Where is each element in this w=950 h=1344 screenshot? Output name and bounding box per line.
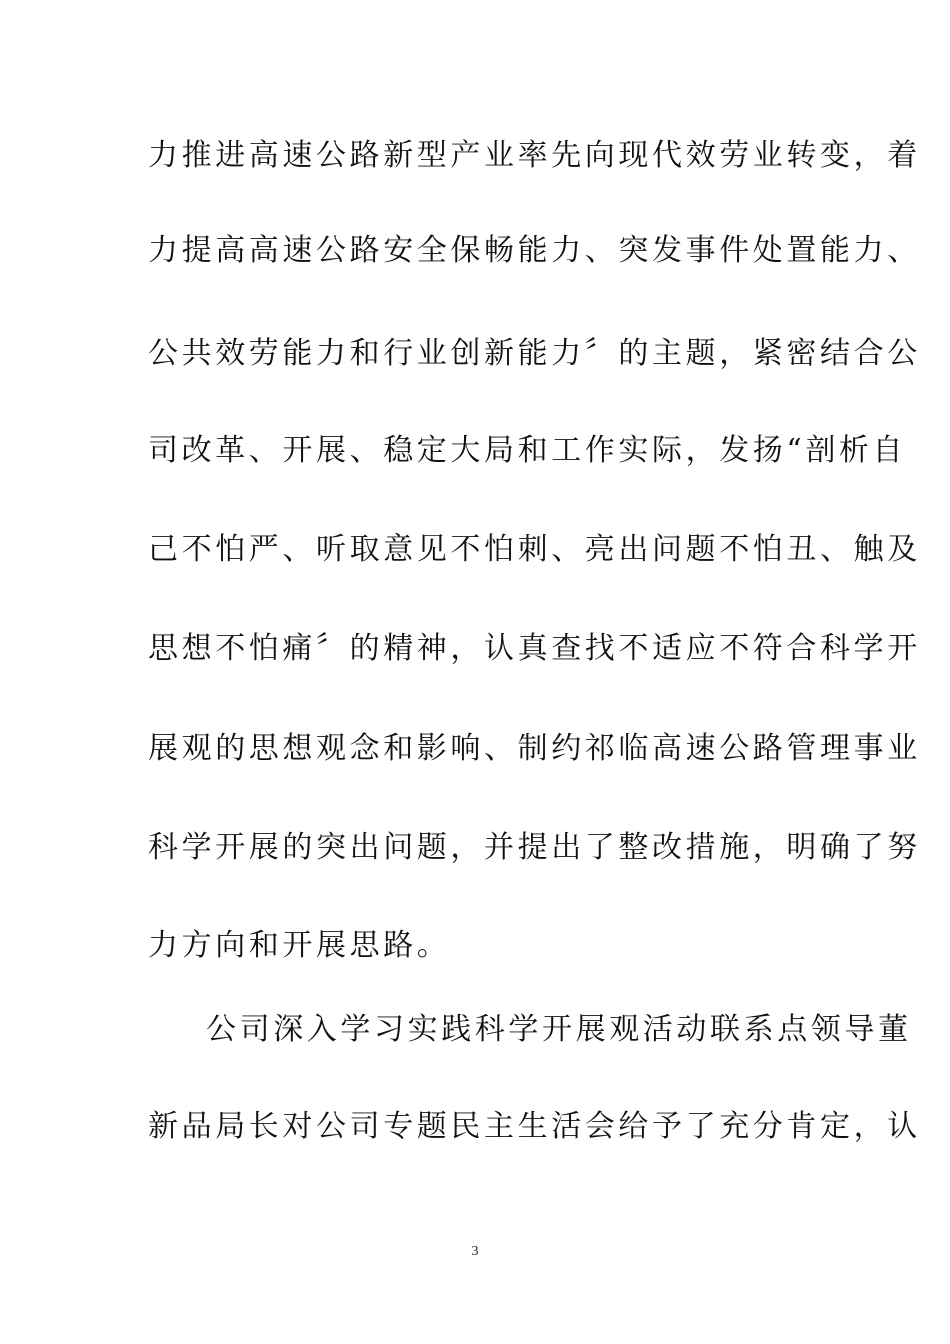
text-line: 己不怕严、听取意见不怕刺、亮出问题不怕丑、触及: [148, 532, 921, 567]
text-line: 力提高高速公路安全保畅能力、突发事件处置能力、: [148, 233, 921, 268]
text-line: 司改革、开展、稳定大局和工作实际，发扬“剖析自: [148, 433, 907, 468]
text-line: 科学开展的突出问题，并提出了整改措施，明确了努: [148, 830, 921, 865]
text-line: 新品局长对公司专题民主生活会给予了充分肯定，认: [148, 1109, 921, 1144]
paragraph-first-line: 公司深入学习实践科学开展观活动联系点领导董: [206, 1012, 912, 1047]
text-line: 展观的思想观念和影响、制约祁临高速公路管理事业: [148, 731, 921, 766]
text-line: 力方向和开展思路。: [148, 928, 451, 963]
text-line: 公共效劳能力和行业创新能力〞的主题，紧密结合公: [148, 336, 921, 371]
page-number: 3: [471, 1244, 479, 1259]
text-line: 力推进高速公路新型产业率先向现代效劳业转变，着: [148, 138, 921, 173]
text-line: 思想不怕痛〞的精神，认真查找不适应不符合科学开: [148, 631, 921, 666]
